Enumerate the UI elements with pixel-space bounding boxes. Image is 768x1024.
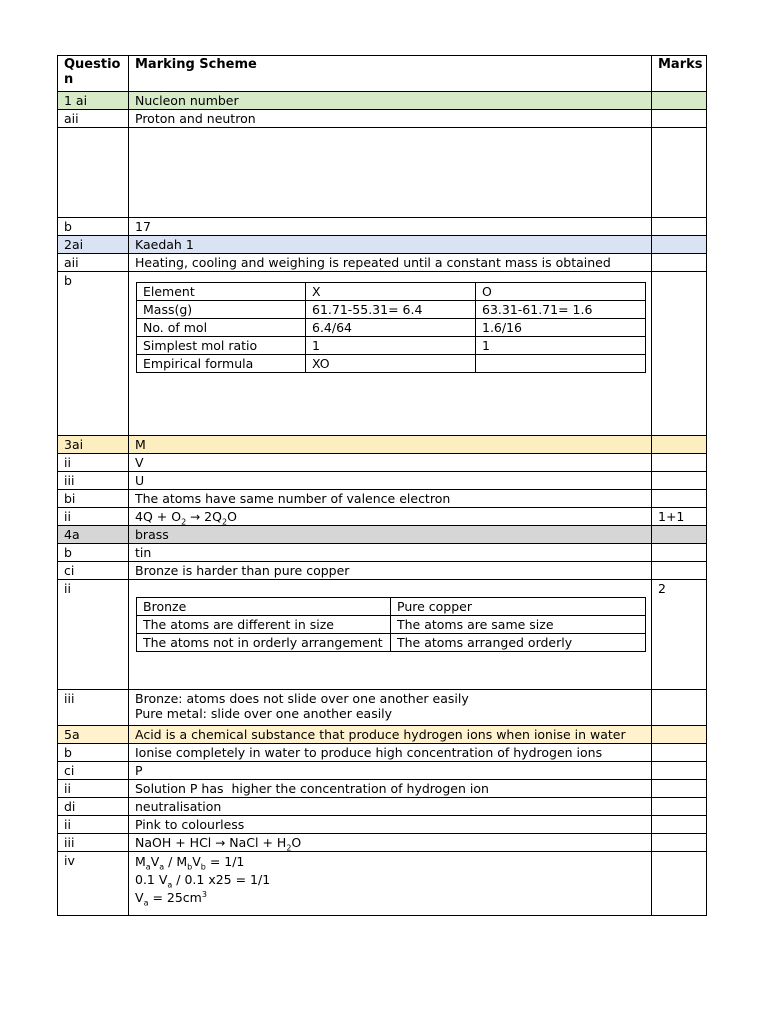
table-row xyxy=(58,834,707,852)
table-row xyxy=(58,490,707,508)
question-number: 2ai xyxy=(58,236,129,254)
question-number: bi xyxy=(58,490,129,508)
marks-cell xyxy=(652,762,707,780)
table-row xyxy=(58,690,707,726)
answer: 17 xyxy=(129,218,652,236)
question-number: ci xyxy=(58,562,129,580)
marks-cell xyxy=(652,526,707,544)
answer: Bronze is harder than pure copper xyxy=(129,562,652,580)
answer: M xyxy=(129,436,652,454)
marks-cell xyxy=(652,744,707,762)
marks-cell xyxy=(652,852,707,916)
marks-cell xyxy=(652,218,707,236)
answer-calculation xyxy=(129,852,652,916)
empirical-formula-table xyxy=(136,282,646,373)
empirical-row xyxy=(137,319,646,337)
alloy-row xyxy=(137,616,646,634)
marking-scheme-table xyxy=(57,55,707,916)
answer-line: Bronze: atoms does not slide over one another easily xyxy=(135,691,469,706)
calc-line: $V_a = 25cm^3$ xyxy=(135,889,207,908)
marks-cell xyxy=(652,562,707,580)
empirical-cell: 63.31-61.71= 1.6 xyxy=(476,301,646,319)
question-number: b xyxy=(58,218,129,236)
marks-cell xyxy=(652,544,707,562)
marks-cell xyxy=(652,472,707,490)
answer xyxy=(129,690,652,726)
header-marking-scheme: Marking Scheme xyxy=(129,56,652,92)
question-number: ii xyxy=(58,816,129,834)
answer: Ionise completely in water to produce high concentration of hydrogen ions xyxy=(129,744,652,762)
marks-cell xyxy=(652,436,707,454)
answer xyxy=(129,272,652,436)
question-number: iii xyxy=(58,690,129,726)
calc-line: 0.1 $V_a / 0.1$ x25 = 1/1 xyxy=(135,872,271,890)
answer: Pink to colourless xyxy=(129,816,652,834)
alloy-cell: The atoms arranged orderly xyxy=(391,634,646,652)
answer: neutralisation xyxy=(129,798,652,816)
answer: Solution P has higher the concentration of hydrogen ion xyxy=(129,780,652,798)
question-number: aii xyxy=(58,110,129,128)
empirical-cell: 6.4/64 xyxy=(306,319,476,337)
table-row xyxy=(58,218,707,236)
question-number: ii xyxy=(58,780,129,798)
answer: Kaedah 1 xyxy=(129,236,652,254)
table-row xyxy=(58,254,707,272)
empirical-row xyxy=(137,355,646,373)
question-number: di xyxy=(58,798,129,816)
marks-cell xyxy=(652,92,707,110)
header-question: Questio n xyxy=(58,56,129,92)
answer-equation: $4Q + O_2 \to 2Q_2O$ xyxy=(129,508,652,526)
marks-cell xyxy=(652,236,707,254)
alloy-cell: The atoms not in orderly arrangement xyxy=(137,634,391,652)
answer: tin xyxy=(129,544,652,562)
marks-cell xyxy=(652,490,707,508)
table-row xyxy=(58,726,707,744)
marks-cell xyxy=(652,272,707,436)
empirical-cell: Empirical formula xyxy=(137,355,306,373)
table-row-empty xyxy=(58,128,707,218)
answer: The atoms have same number of valence electron xyxy=(129,490,652,508)
table-row xyxy=(58,544,707,562)
question-number: b xyxy=(58,272,129,436)
question-number: 3ai xyxy=(58,436,129,454)
answer: Nucleon number xyxy=(129,92,652,110)
table-row xyxy=(58,110,707,128)
alloy-header-cell: Pure copper xyxy=(391,598,646,616)
question-number: ii xyxy=(58,580,129,690)
alloy-cell: The atoms are different in size xyxy=(137,616,391,634)
answer-line: Pure metal: slide over one another easily xyxy=(135,706,393,721)
arrow-icon: → xyxy=(215,836,226,850)
table-row xyxy=(58,272,707,436)
empirical-cell: 61.71-55.31= 6.4 xyxy=(306,301,476,319)
answer: Heating, cooling and weighing is repeated until a constant mass is obtained xyxy=(129,254,652,272)
table-row xyxy=(58,852,707,916)
table-row xyxy=(58,580,707,690)
table-row xyxy=(58,472,707,490)
header-row xyxy=(58,56,707,92)
table-row xyxy=(58,236,707,254)
table-row xyxy=(58,816,707,834)
table-row xyxy=(58,762,707,780)
empirical-row xyxy=(137,301,646,319)
alloy-cell: The atoms are same size xyxy=(391,616,646,634)
answer: V xyxy=(129,454,652,472)
question-number: ci xyxy=(58,762,129,780)
empirical-header-cell: Element xyxy=(137,283,306,301)
empirical-cell: Mass(g) xyxy=(137,301,306,319)
empirical-cell: No. of mol xyxy=(137,319,306,337)
table-row xyxy=(58,454,707,472)
question-number: iii xyxy=(58,472,129,490)
marks-cell xyxy=(652,726,707,744)
table-row xyxy=(58,744,707,762)
empirical-cell: Simplest mol ratio xyxy=(137,337,306,355)
calc-line: $M_aV_a / M_bV_b = 1/1$ xyxy=(135,854,245,872)
marks-cell xyxy=(652,798,707,816)
answer: Acid is a chemical substance that produce hydrogen ions when ionise in water xyxy=(129,726,652,744)
empirical-row xyxy=(137,337,646,355)
table-row xyxy=(58,780,707,798)
marks-cell xyxy=(652,816,707,834)
answer xyxy=(129,580,652,690)
empirical-header-row xyxy=(137,283,646,301)
header-marks: Marks xyxy=(652,56,707,92)
marks-cell xyxy=(652,780,707,798)
empirical-cell: 1 xyxy=(476,337,646,355)
answer: brass xyxy=(129,526,652,544)
empirical-header-cell: O xyxy=(476,283,646,301)
marks-cell xyxy=(652,834,707,852)
empirical-cell: XO xyxy=(306,355,476,373)
answer-equation: NaOH + HCl → NaCl + $H_2O$ xyxy=(129,834,652,852)
table-row xyxy=(58,92,707,110)
question-number: ii xyxy=(58,508,129,526)
table-row xyxy=(58,562,707,580)
marks-cell xyxy=(652,110,707,128)
table-row xyxy=(58,508,707,526)
marks-cell xyxy=(652,454,707,472)
marks-cell: 1+1 xyxy=(652,508,707,526)
answer: P xyxy=(129,762,652,780)
question-number: b xyxy=(58,544,129,562)
table-row xyxy=(58,436,707,454)
empirical-cell: 1.6/16 xyxy=(476,319,646,337)
empirical-cell xyxy=(476,355,646,373)
empirical-header-cell: X xyxy=(306,283,476,301)
empirical-cell: 1 xyxy=(306,337,476,355)
alloy-header-row xyxy=(137,598,646,616)
question-number: 1 ai xyxy=(58,92,129,110)
question-number: 4a xyxy=(58,526,129,544)
marks-cell xyxy=(652,690,707,726)
marks-cell xyxy=(652,254,707,272)
question-number: aii xyxy=(58,254,129,272)
table-row xyxy=(58,526,707,544)
arrow-icon: → xyxy=(190,510,201,524)
alloy-header-cell: Bronze xyxy=(137,598,391,616)
alloy-comparison-table xyxy=(136,597,646,652)
table-row xyxy=(58,798,707,816)
question-number: ii xyxy=(58,454,129,472)
answer: U xyxy=(129,472,652,490)
question-number: 5a xyxy=(58,726,129,744)
answer: Proton and neutron xyxy=(129,110,652,128)
question-number: iv xyxy=(58,852,129,916)
question-number: b xyxy=(58,744,129,762)
alloy-row xyxy=(137,634,646,652)
question-number: iii xyxy=(58,834,129,852)
marks-cell: 2 xyxy=(652,580,707,690)
